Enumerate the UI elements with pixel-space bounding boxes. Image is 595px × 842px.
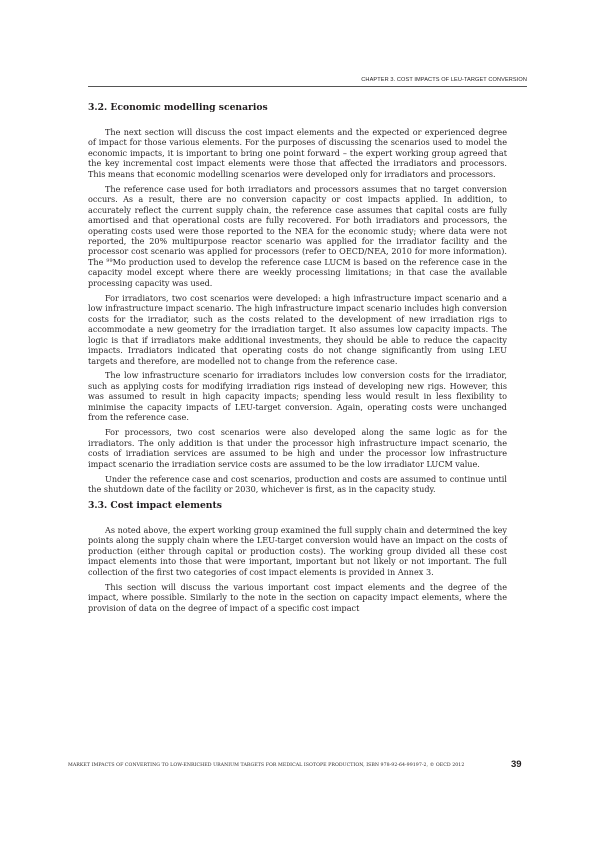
paragraph: The low infrastructure scenario for irradiators includes low conversion costs for the irradiator, such as applying costs for modifying irradiation rigs instead of developing new rigs. However, this was assumed to result in high capacity impacts; spending less would result in less flexibility to minimise the capacity impacts of LEU-target conversion. Again, operating costs were unchanged from the reference case. [88,370,507,423]
header-rule [88,86,527,87]
paragraph-text-tail: Mo production used to develop the reference case LUCM is based on the reference case in the capacity model except where there are weekly processing limitations; in that case the available processing capacity was used. [88,256,507,288]
paragraph [88,184,507,289]
section-heading-economic-modelling: 3.2. Economic modelling scenarios [88,102,268,113]
page-number: 39 [511,759,522,770]
paragraph: Under the reference case and cost scenarios, production and costs are assumed to continue until the shutdown date of the facility or 2030, whichever is first, as in the capacity study. [88,473,507,494]
isotope-superscript: 99 [106,257,113,264]
paragraph-text: The reference case used for both irradiators and processors assumes that no target conversion occurs. As a result, there are no conversion capacity or cost impacts applied. In addition, to accurately reflect the current supply chain, the reference case assumes that capital costs are fully amortised and that operational costs are fully recovered. For both irradiators and processors, the operating costs used were those reported to the NEA for the economic study; where data were not reported, the 20% multipurpose reactor scenario was applied for the irradiator facility and the processor cost scenario was applied for processors (refer to OECD/NEA, 2010 for more information). The [88,183,507,267]
paragraph: The next section will discuss the cost impact elements and the expected or experienced degree of impact for those various elements. For the purposes of discussing the scenarios used to model the economic impacts, it is important to bring one point forward – the expert working group agreed that the key incremental cost impact elements were those that affected the irradiators and processors. This means that economic modelling scenarios were developed only for irradiators and processors. [88,127,507,179]
paragraph: For processors, two cost scenarios were also developed along the same logic as for the irradiators. The only addition is that under the processor high infrastructure impact scenario, the costs of irradiation services are assumed to be high and under the processor low infrastructure impact scenario the irradiation service costs are assumed to be the low irradiator LUCM value. [88,427,507,469]
section-heading-cost-impact-elements: 3.3. Cost impact elements [88,499,222,511]
paragraph: As noted above, the expert working group examined the full supply chain and determined the key points along the supply chain where the LEU-target conversion would have an impact on the costs of production (either through capital or production costs). The working group divided all these cost impact elements into those that were important, important but not likely or not important. The full collection of the first two categories of cost impact elements is provided in Annex 3. [88,524,507,577]
running-header: CHAPTER 3. COST IMPACTS OF LEU-TARGET CONVERSION [361,77,527,83]
paragraph: This section will discuss the various important cost impact elements and the degree of the impact, where possible. Similarly to the note in the section on capacity impact elements, where the provision of data on the degree of impact of a specific cost impact [88,581,507,613]
footer-citation: MARKET IMPACTS OF CONVERTING TO LOW-ENRICHED URANIUM TARGETS FOR MEDICAL ISOTOPE PRODUCTION, ISBN 978-92-64-99197-2, © OECD 2012 [68,763,465,768]
paragraph: For irradiators, two cost scenarios were developed: a high infrastructure impact scenario and a low infrastructure impact scenario. The high infrastructure impact scenario includes high conversion costs for the irradiator, such as the costs related to the development of new irradiation rigs to accommodate a new geometry for the irradiation target. It also assumes low capacity impacts. The logic is that if irradiators make additional investments, they should be able to reduce the capacity impacts. Irradiators indicated that operating costs do not change significantly from using LEU targets and therefore, are modelled not to change from the reference case. [88,292,507,366]
page-content [88,101,507,618]
